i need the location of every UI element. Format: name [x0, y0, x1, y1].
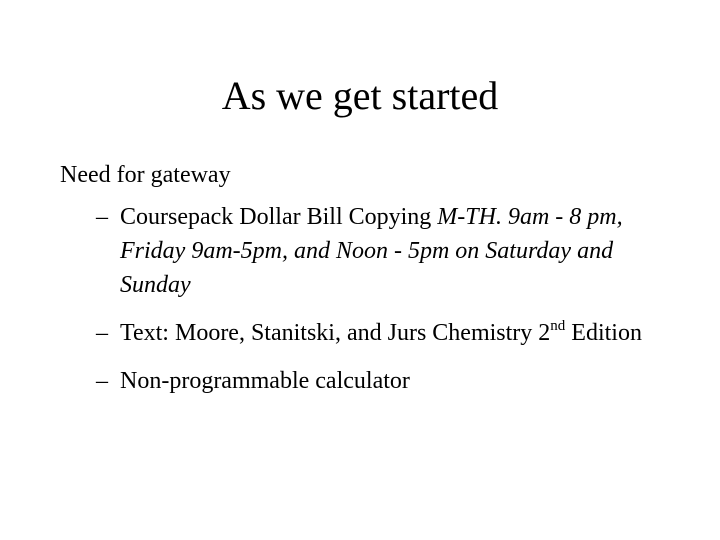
- slide-title: As we get started: [221, 73, 499, 118]
- textbook-text: Text: Moore, Stanitski, and Jurs Chemistry 2: [120, 320, 551, 346]
- calculator-text: Non-programmable calculator: [120, 368, 410, 394]
- coursepack-text: Coursepack Dollar Bill Copying: [120, 204, 438, 230]
- main-bullet-need-for-gateway: Need for gateway: [60, 162, 231, 188]
- sub-bullet-coursepack: [96, 200, 676, 302]
- edition-superscript: nd: [550, 318, 566, 334]
- dash-marker: –: [96, 204, 108, 230]
- sub-bullet-calculator: [96, 364, 676, 398]
- dash-marker: –: [96, 320, 108, 346]
- sub-bullet-text: [96, 316, 676, 350]
- edition-text: Edition: [565, 320, 642, 346]
- dash-marker: –: [96, 368, 108, 394]
- coursepack-hours-text: M-TH. 9am - 8 pm, Friday 9am-5pm, and Noon - 5pm on Saturday and Sunday: [120, 204, 623, 298]
- sub-bullet-list: [96, 200, 676, 398]
